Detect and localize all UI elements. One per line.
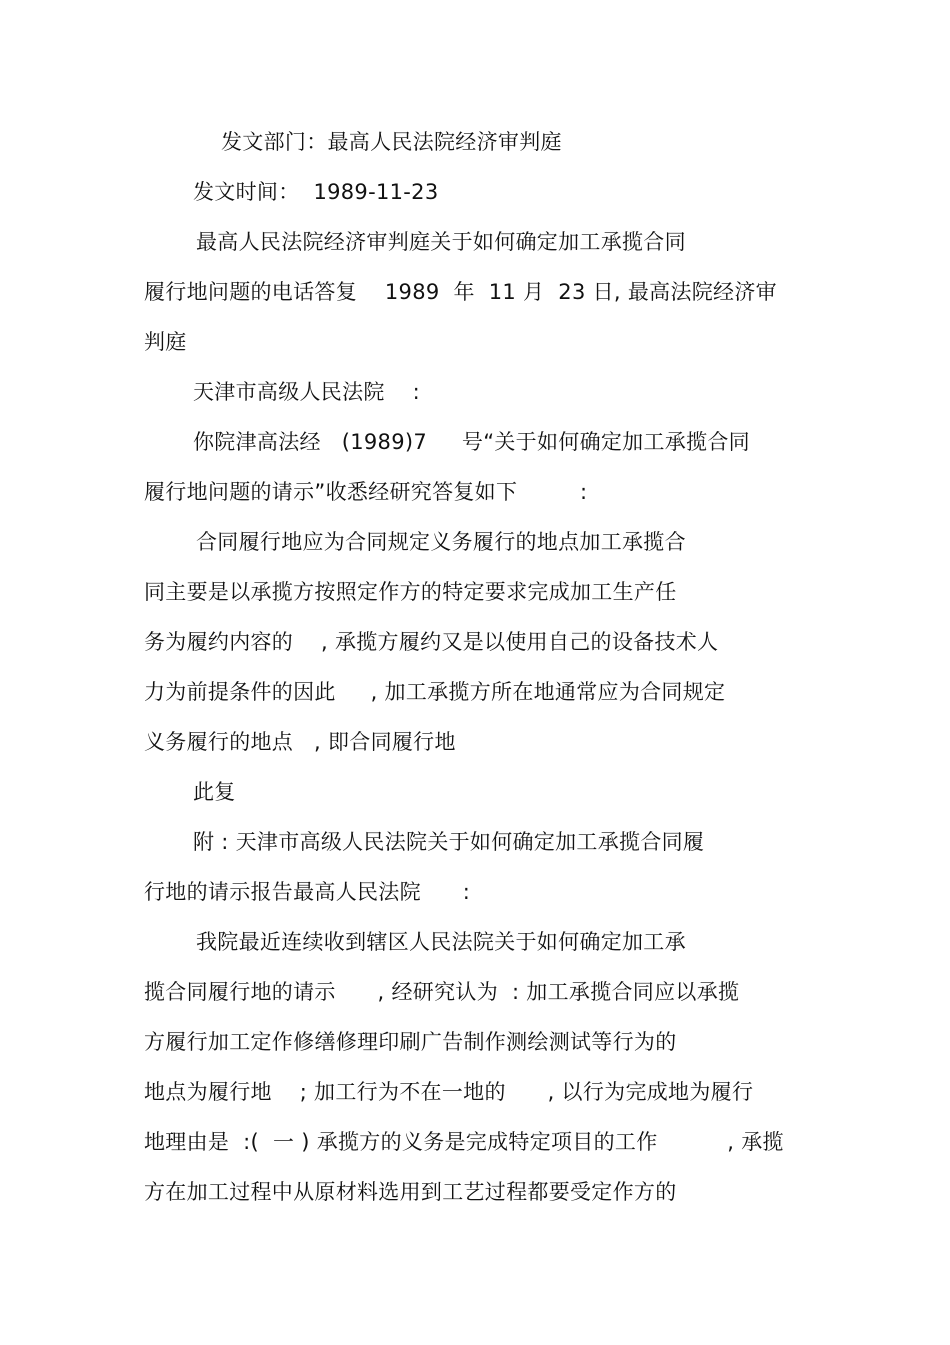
line-closing: 此复 [193,780,236,804]
line-report-5: 地理由是 :( 一 ) 承揽方的义务是完成特定项目的工作 , 承揽 [144,1130,784,1154]
line-report-1: 我院最近连续收到辖区人民法院关于如何确定加工承 [196,930,686,954]
line-attachment-1: 附 : 天津市高级人民法院关于如何确定加工承揽合同履 [193,830,705,854]
line-addressee: 天津市高级人民法院 : [193,380,420,404]
line-report-2: 揽合同履行地的请示 , 经研究认为 : 加工承揽合同应以承揽 [144,980,740,1004]
line-body-1: 你院津高法经 (1989)7 号“关于如何确定加工承揽合同 [193,430,750,454]
line-title-1: 最高人民法院经济审判庭关于如何确定加工承揽合同 [196,230,686,254]
line-body-3: 合同履行地应为合同规定义务履行的地点加工承揽合 [196,530,686,554]
line-report-3: 方履行加工定作修缮修理印刷广告制作测绘测试等行为的 [144,1030,677,1054]
line-body-6: 力为前提条件的因此 , 加工承揽方所在地通常应为合同规定 [144,680,726,704]
line-body-5: 务为履约内容的 , 承揽方履约又是以使用自己的设备技术人 [144,630,719,654]
line-title-3: 判庭 [144,330,187,354]
line-attachment-2: 行地的请示报告最高人民法院 : [144,880,471,904]
line-body-2: 履行地问题的请示”收悉经研究答复如下 : [144,480,588,504]
line-report-6: 方在加工过程中从原材料选用到工艺过程都要受定作方的 [144,1180,677,1204]
line-issue-date: 发文时间： 1989-11-23 [193,180,439,204]
line-report-4: 地点为履行地 ; 加工行为不在一地的 , 以行为完成地为履行 [144,1080,754,1104]
line-body-7: 义务履行的地点 , 即合同履行地 [144,730,456,754]
line-issuer: 发文部门：最高人民法院经济审判庭 [221,130,562,154]
line-title-2: 履行地问题的电话答复 1989 年 11 月 23 日, 最高法院经济审 [144,280,777,304]
line-body-4: 同主要是以承揽方按照定作方的特定要求完成加工生产任 [144,580,677,604]
